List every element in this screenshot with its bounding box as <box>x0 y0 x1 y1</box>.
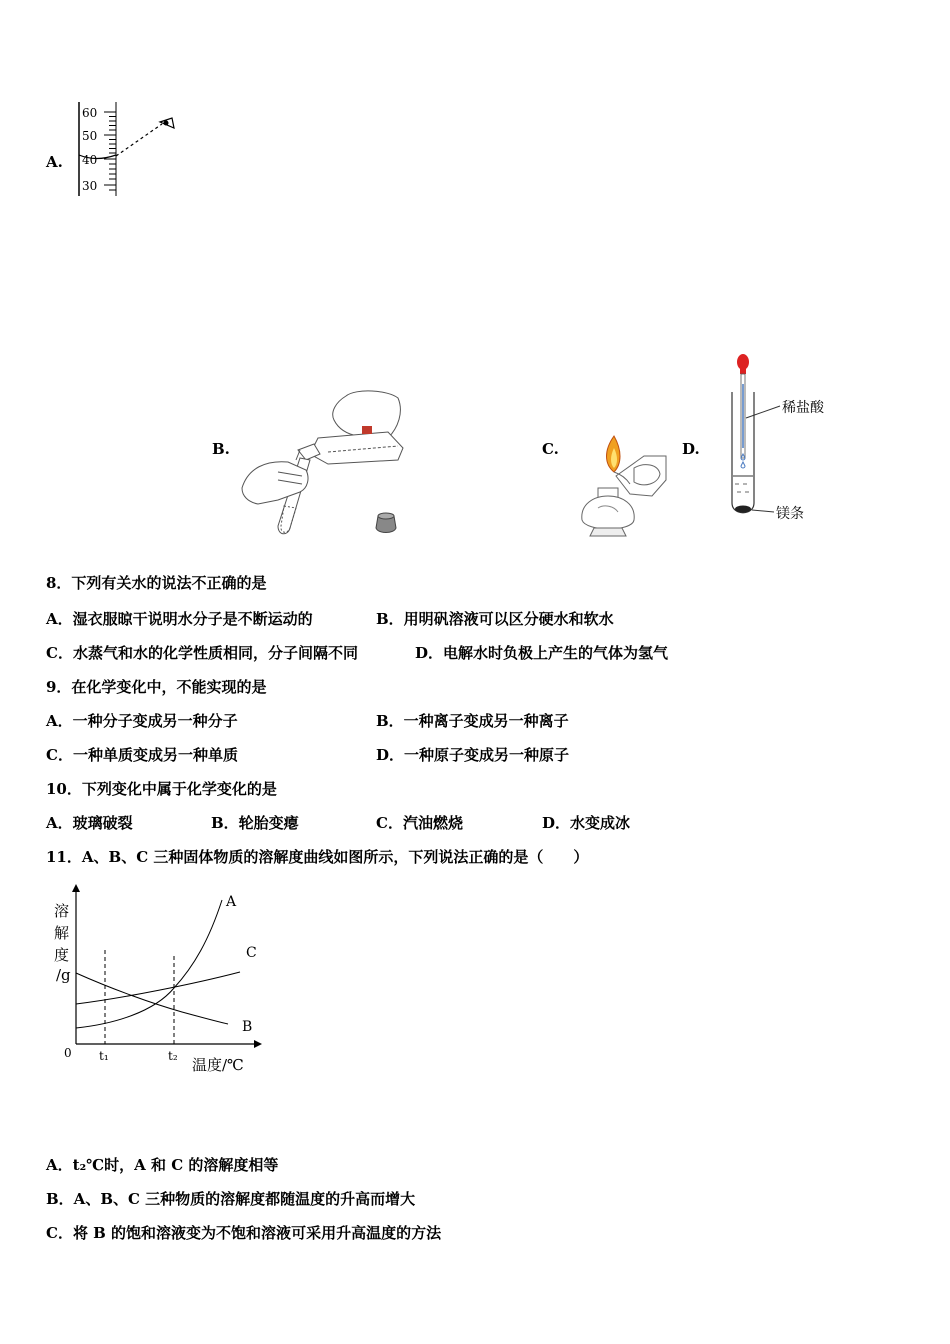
series-label-a: A <box>226 894 237 910</box>
x-axis-arrow <box>254 1040 262 1048</box>
origin-label: 0 <box>64 1046 72 1060</box>
series-label-c: C <box>246 945 257 961</box>
q11-option-a: A．t₂℃时，A 和 C 的溶解度相等 <box>46 1156 279 1174</box>
test-tube-figure <box>726 348 856 528</box>
q8-stem: 8．下列有关水的说法不正确的是 <box>46 574 267 592</box>
q8-option-a: A．湿衣服晾干说明水分子是不断运动的 <box>46 610 313 628</box>
q10-option-d: D．水变成冰 <box>542 814 631 832</box>
q10-option-c: C．汽油燃烧 <box>376 814 463 832</box>
q11-option-b: B．A、B、C 三种物质的溶解度都随温度的升高而增大 <box>46 1190 416 1208</box>
y-axis-arrow <box>72 884 80 892</box>
eye-icon <box>160 118 174 128</box>
pouring-liquid-figure <box>238 388 413 540</box>
solubility-chart <box>44 880 274 1080</box>
q8-option-c: C．水蒸气和水的化学性质相同，分子间隔不同 <box>46 644 358 662</box>
q10-option-a: A．玻璃破裂 <box>46 814 133 832</box>
option-b-label: B. <box>212 440 230 458</box>
option-c-label: C. <box>542 440 559 458</box>
series-label-b: B <box>242 1019 253 1035</box>
curve-c <box>76 972 240 1004</box>
x-axis-label: 温度/℃ <box>192 1056 244 1074</box>
y-axis-label: 溶 解 度 /g <box>54 902 71 984</box>
tick-t1: t₁ <box>99 1049 109 1063</box>
q10-option-b: B．轮胎变瘪 <box>211 814 299 832</box>
q9-option-a: A．一种分子变成另一种分子 <box>46 712 238 730</box>
measuring-cylinder-figure <box>74 98 184 202</box>
option-a-label: A. <box>46 153 63 171</box>
q11-stem: 11．A、B、C 三种固体物质的溶解度曲线如图所示，下列说法正确的是（ ） <box>46 848 589 866</box>
tick-50: 50 <box>82 129 98 143</box>
tick-40: 40 <box>82 153 98 167</box>
tick-30: 30 <box>82 179 98 193</box>
alcohol-lamp-figure <box>574 432 674 544</box>
q9-option-d: D．一种原子变成另一种原子 <box>376 746 570 764</box>
tick-t2: t₂ <box>168 1049 178 1063</box>
q11-option-c: C．将 B 的饱和溶液变为不饱和溶液可采用升高温度的方法 <box>46 1224 442 1242</box>
q8-option-d: D．电解水时负极上产生的气体为氢气 <box>415 644 669 662</box>
acid-label: 稀盐酸 <box>782 400 824 416</box>
q9-option-b: B．一种离子变成另一种离子 <box>376 712 569 730</box>
curve-a <box>76 900 222 1028</box>
tick-60: 60 <box>82 106 98 120</box>
q8-option-b: B．用明矾溶液可以区分硬水和软水 <box>376 610 614 628</box>
q9-stem: 9．在化学变化中，不能实现的是 <box>46 678 267 696</box>
magnesium-label: 镁条 <box>776 506 804 522</box>
q9-option-c: C．一种单质变成另一种单质 <box>46 746 238 764</box>
q10-stem: 10．下列变化中属于化学变化的是 <box>46 780 277 798</box>
option-d-label: D. <box>682 440 700 458</box>
